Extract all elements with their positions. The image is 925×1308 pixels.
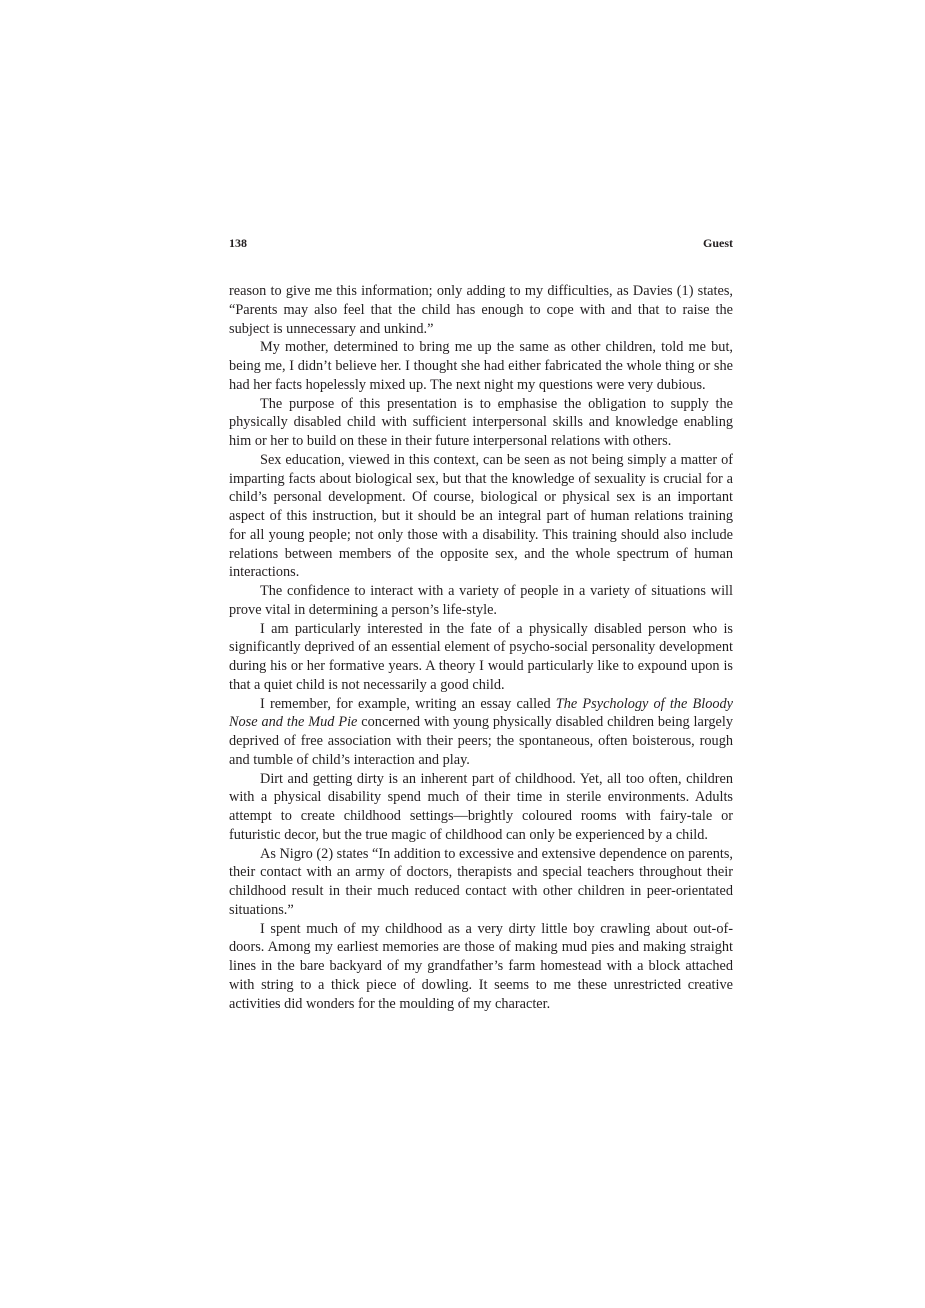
- running-head: [229, 235, 733, 251]
- body-text: [229, 282, 733, 1013]
- paragraph-9: As Nigro (2) states “In addition to excessive and extensive dependence on parents, their contact with an army of doctors, therapists and special teachers throughout their childhood result in their much reduced contact with other children in peer-orientated situations.”: [229, 845, 733, 918]
- paragraph-6: I am particularly interested in the fate of a physically disabled person who is significantly deprived of an essential element of psycho-social personality development during his or her formative years. A theory I would particularly like to expound upon is that a quiet child is not necessarily a good child.: [229, 620, 733, 693]
- paragraph-8: Dirt and getting dirty is an inherent part of childhood. Yet, all too often, children with a physical disability spend much of their time in sterile environments. Adults attempt to create childhood settings—brightly coloured rooms with fairy-tale or futuristic decor, but the true magic of childhood can only be experienced by a child.: [229, 770, 733, 843]
- paragraph-3: The purpose of this presentation is to emphasise the obligation to supply the physically disabled child with sufficient interpersonal skills and knowledge enabling him or her to build on these in their future interpersonal relations with others.: [229, 395, 733, 449]
- paragraph-5: The confidence to interact with a variety of people in a variety of situations will prove vital in determining a person’s life-style.: [229, 583, 733, 618]
- paragraph-7-rest: concerned with young physically disabled children being largely deprived of free association with their peers; the spontaneous, often boisterous, rough and tumble of child’s interaction and play.: [229, 714, 733, 768]
- paragraph-4: Sex education, viewed in this context, can be seen as not being simply a matter of imparting facts about biological sex, but that the knowledge of sexuality is crucial for a child’s personal development. Of course, biological or physical sex is an important aspect of this instruction, but it should be an integral part of human relations training for all young people; not only those with a disability. This training should also include relations between members of the opposite sex, and the whole spectrum of human interactions.: [229, 451, 733, 581]
- paragraph-10: I spent much of my childhood as a very dirty little boy crawling about out-of-doors. Among my earliest memories are those of making mud pies and making straight lines in the bare backyard of my grandfather’s farm homestead with a block attached with string to a thick piece of dowling. It seems to me these unrestricted creative activities did wonders for the moulding of my character.: [229, 920, 733, 1012]
- page-number: 138: [229, 236, 247, 250]
- essay-title: The Psychology of the Bloody Nose and the Mud Pie: [229, 695, 733, 731]
- paragraph-7: [229, 695, 733, 770]
- paragraph-7-lead: I remember, for example, writing an essay called: [260, 695, 556, 712]
- paragraph-1: reason to give me this information; only adding to my difficulties, as Davies (1) states, “Parents may also feel that the child has enough to cope with and that to raise the subject is unnecessary and unkind.”: [229, 283, 733, 337]
- paragraph-2: My mother, determined to bring me up the same as other children, told me but, being me, I didn’t believe her. I thought she had either fabricated the whole thing or she had her facts hopelessly mixed up. The next night my questions were very dubious.: [229, 339, 733, 393]
- running-title: Guest: [703, 236, 733, 250]
